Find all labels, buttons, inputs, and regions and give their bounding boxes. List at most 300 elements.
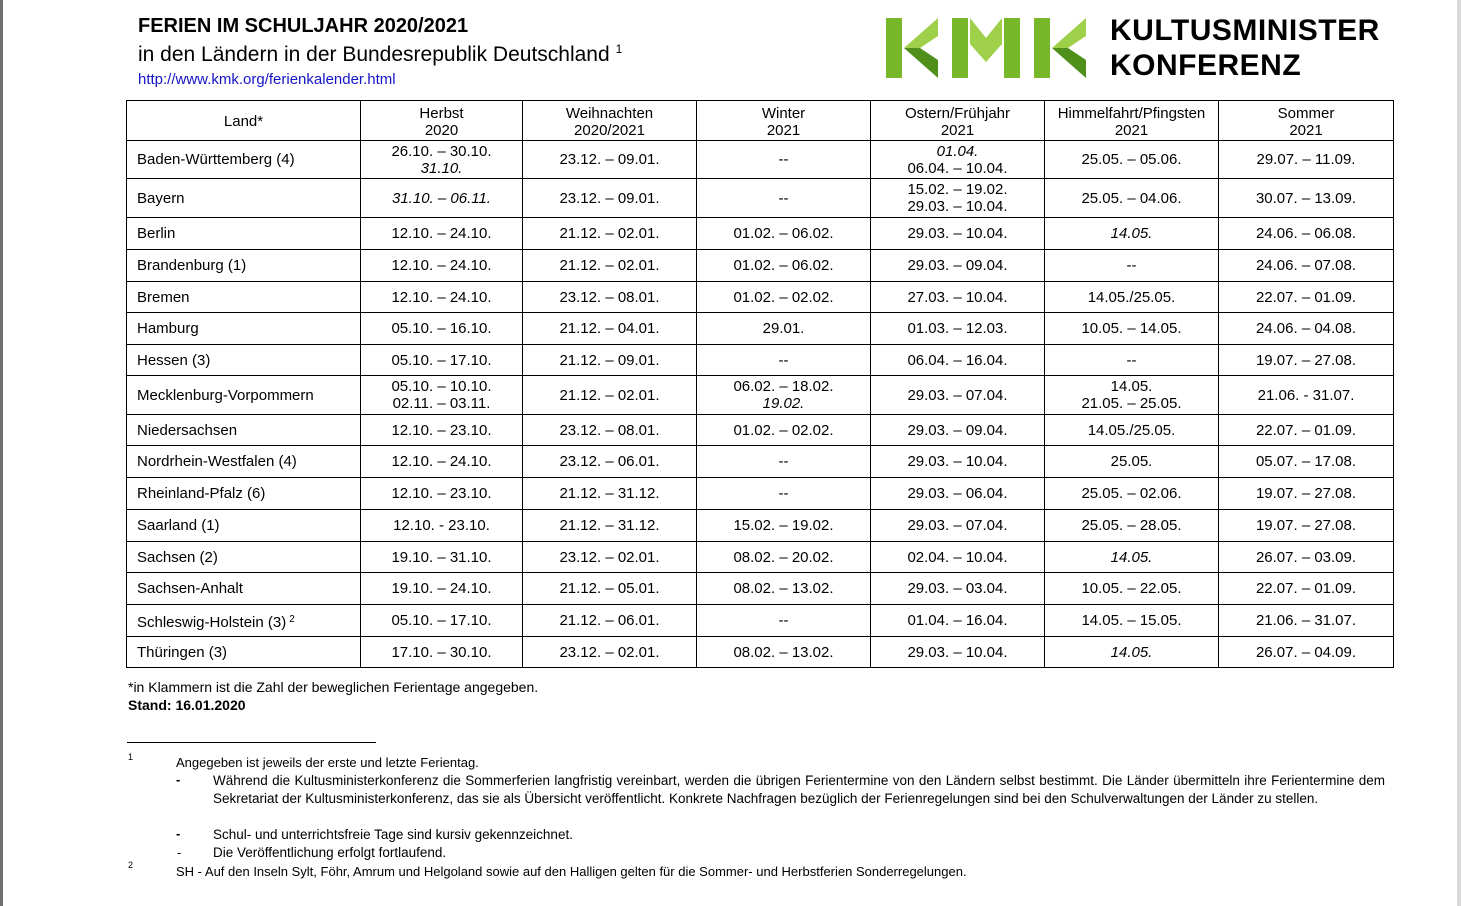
date-range: 01.02. – 02.02. [733, 421, 834, 439]
date-range: 29.01. [762, 320, 805, 337]
date-range: 26.10. – 30.10. [391, 142, 492, 160]
date-cell [1045, 376, 1219, 415]
window-edge-left [0, 0, 3, 906]
date-cell [523, 250, 697, 282]
table-row [127, 282, 1394, 313]
date-range: 15.02. – 19.02. [907, 181, 1008, 198]
date-cell [697, 345, 871, 376]
logo-k-lower [904, 48, 938, 78]
date-range: 23.12. – 08.01. [559, 421, 660, 439]
date-range: 01.02. – 02.02. [733, 288, 834, 306]
date-cell [871, 376, 1045, 415]
stand-date: Stand: 16.01.2020 [128, 697, 246, 713]
date-range: 14.05. – 15.05. [1081, 612, 1182, 629]
date-range-italic: 14.05. [1110, 643, 1153, 661]
column-header-line: 2021 [1289, 121, 1323, 139]
date-cell [871, 415, 1045, 446]
date-cell [523, 637, 697, 668]
date-range: 08.02. – 13.02. [733, 643, 834, 661]
land-name: Baden-Württemberg (4) [137, 151, 295, 168]
date-range: 21.12. – 31.12. [559, 485, 660, 502]
table-row [127, 478, 1394, 510]
page-subtitle [138, 42, 622, 67]
column-header [127, 101, 361, 141]
date-range: 21.12. – 02.01. [559, 257, 660, 274]
land-name: Schleswig-Holstein (3) [137, 613, 287, 631]
date-range: 29.03. – 03.04. [907, 580, 1008, 597]
table-row [127, 141, 1394, 179]
date-cell [1219, 218, 1394, 250]
date-cell [1045, 573, 1219, 605]
column-header-line: Winter [761, 104, 806, 122]
date-cell [523, 345, 697, 376]
date-cell [1045, 415, 1219, 446]
column-header-line: Weihnachten [565, 104, 654, 122]
date-cell [523, 446, 697, 478]
date-cell [1045, 510, 1219, 542]
date-range: 01.03. – 12.03. [907, 320, 1008, 337]
date-cell [871, 478, 1045, 510]
land-name: Bremen [137, 288, 190, 306]
subtitle-footnote-ref: 1 [615, 42, 623, 56]
date-range: -- [778, 453, 789, 470]
date-range: 21.06. – 31.07. [1255, 612, 1357, 629]
date-cell [1219, 141, 1394, 179]
date-range: -- [778, 151, 789, 168]
date-cell [871, 218, 1045, 250]
date-cell [1045, 179, 1219, 218]
date-cell [697, 605, 871, 637]
date-cell [523, 282, 697, 313]
date-range: 29.03. – 07.04. [907, 386, 1008, 404]
column-header-line: Herbst [419, 104, 464, 122]
date-cell [697, 573, 871, 605]
column-header [1045, 101, 1219, 141]
logo-k2-upper [1052, 18, 1086, 48]
table-row [127, 637, 1394, 668]
subtitle-text: in den Ländern in der Bundesrepublik Deutschland [138, 43, 610, 66]
date-cell [871, 179, 1045, 218]
land-cell [127, 573, 361, 605]
land-name: Sachsen (2) [137, 548, 218, 566]
column-header-line: 2020/2021 [574, 121, 645, 139]
date-range: 14.05./25.05. [1087, 288, 1176, 306]
date-cell [361, 313, 523, 345]
date-cell [871, 282, 1045, 313]
logo-k-upper [904, 18, 938, 48]
date-cell [1219, 605, 1394, 637]
date-range: 06.04. – 16.04. [907, 351, 1008, 369]
date-range: 21.12. – 04.01. [559, 320, 660, 337]
footnote-1-number: 1 [128, 752, 134, 762]
date-cell [523, 478, 697, 510]
date-cell [1219, 415, 1394, 446]
date-cell [1219, 573, 1394, 605]
date-cell [1045, 542, 1219, 573]
page-title: FERIEN IM SCHULJAHR 2020/2021 [138, 15, 469, 37]
date-cell [523, 218, 697, 250]
date-range: 19.07. – 27.08. [1255, 517, 1357, 534]
date-cell [361, 637, 523, 668]
date-cell [871, 250, 1045, 282]
column-header [697, 101, 871, 141]
date-range: 02.04. – 10.04. [907, 548, 1008, 566]
logo-k2-stem [1034, 18, 1050, 78]
land-cell [127, 542, 361, 573]
footnote-1-bullet-2: - [176, 826, 181, 841]
date-cell [361, 141, 523, 179]
date-range: 12.10. – 23.10. [391, 421, 492, 439]
land-cell [127, 141, 361, 179]
logo-text-line1: KULTUSMINISTER [1110, 14, 1380, 47]
date-range: 29.07. – 11.09. [1256, 151, 1356, 168]
date-cell [523, 313, 697, 345]
date-cell [697, 415, 871, 446]
date-range: 21.12. – 02.01. [559, 386, 660, 404]
date-cell [523, 605, 697, 637]
date-cell [361, 510, 523, 542]
date-range: 12.10. – 24.10. [391, 225, 492, 242]
date-range: 08.02. – 13.02. [733, 580, 834, 597]
date-cell [871, 446, 1045, 478]
date-range: 23.12. – 09.01. [559, 189, 660, 207]
date-range: 14.05./25.05. [1087, 421, 1176, 439]
date-range: 01.02. – 06.02. [733, 257, 834, 274]
date-cell [1219, 542, 1394, 573]
land-name: Hessen (3) [137, 351, 211, 369]
date-cell [871, 141, 1045, 179]
date-cell [361, 250, 523, 282]
land-cell [127, 446, 361, 478]
date-range: 22.07. – 01.09. [1255, 421, 1357, 439]
date-cell [697, 637, 871, 668]
date-range: 10.05. – 14.05. [1081, 320, 1182, 337]
date-cell [871, 637, 1045, 668]
ferienkalender-link[interactable]: http://www.kmk.org/ferienkalender.html [138, 71, 396, 88]
kmk-logo-icon [886, 18, 1086, 78]
date-range: 01.02. – 06.02. [733, 225, 834, 242]
date-range: 19.07. – 27.08. [1255, 485, 1357, 502]
date-range-italic: 31.10. [420, 159, 463, 177]
column-header-line: Himmelfahrt/Pfingsten [1057, 104, 1206, 122]
date-range: 02.11. – 03.11. [392, 395, 491, 412]
table-row [127, 605, 1394, 637]
date-range: 29.03. – 10.04. [907, 453, 1008, 470]
column-header-line: 2021 [940, 121, 975, 139]
date-range: 25.05. – 02.06. [1081, 485, 1182, 502]
column-header-line: Ostern/Frühjahr [904, 104, 1011, 122]
date-range: 21.05. – 25.05. [1081, 395, 1182, 412]
date-range: 12.10. – 23.10. [391, 485, 492, 502]
date-range: 29.03. – 10.04. [907, 643, 1008, 661]
date-range: 29.03. – 10.04. [907, 225, 1008, 242]
land-name: Sachsen-Anhalt [137, 580, 243, 597]
date-range-italic: 14.05. [1110, 225, 1153, 242]
date-cell [1045, 282, 1219, 313]
date-cell [523, 542, 697, 573]
date-range: 23.12. – 06.01. [559, 453, 660, 470]
date-range: 01.04. – 16.04. [907, 612, 1008, 629]
date-range: 06.04. – 10.04. [907, 159, 1008, 177]
date-range: -- [778, 189, 789, 207]
table-row [127, 313, 1394, 345]
footnote-1-item-2: Schul- und unterrichtsfreie Tage sind kursiv gekennzeichnet. [213, 827, 573, 842]
table-header-row [127, 101, 1394, 141]
land-cell [127, 179, 361, 218]
date-range: 06.02. – 18.02. [733, 378, 834, 395]
date-range: 29.03. – 10.04. [907, 198, 1008, 215]
date-range: 26.07. – 04.09. [1255, 643, 1357, 661]
date-cell [1045, 446, 1219, 478]
date-cell [697, 542, 871, 573]
table-row [127, 510, 1394, 542]
date-cell [523, 573, 697, 605]
date-range: 05.10. – 16.10. [391, 320, 492, 337]
date-cell [1219, 179, 1394, 218]
date-cell [697, 478, 871, 510]
date-range: 15.02. – 19.02. [733, 517, 834, 534]
date-cell [1045, 313, 1219, 345]
date-range: -- [778, 351, 789, 369]
date-range: 21.06. - 31.07. [1257, 386, 1355, 404]
date-cell [871, 605, 1045, 637]
date-cell [1045, 218, 1219, 250]
date-range: 21.12. – 31.12. [559, 517, 660, 534]
logo-m-right [1004, 18, 1020, 78]
date-range: 19.07. – 27.08. [1255, 351, 1357, 369]
scrollbar-track[interactable] [1457, 0, 1461, 906]
table-row [127, 542, 1394, 573]
date-range: 27.03. – 10.04. [907, 288, 1008, 306]
date-cell [523, 376, 697, 415]
logo-m-left [952, 18, 968, 78]
date-range: 21.12. – 05.01. [559, 580, 660, 597]
date-cell [697, 376, 871, 415]
date-range: 05.10. – 10.10. [391, 378, 492, 395]
column-header-line: Land* [223, 113, 264, 130]
date-range: 29.03. – 06.04. [907, 485, 1008, 502]
land-name: Rheinland-Pfalz (6) [137, 485, 266, 502]
date-cell [1219, 637, 1394, 668]
column-header-line: 2021 [766, 121, 801, 139]
logo-k-stem [886, 18, 902, 78]
date-range: 17.10. – 30.10. [391, 643, 492, 661]
logo-text-line2: KONFERENZ [1110, 49, 1302, 82]
date-cell [1045, 478, 1219, 510]
date-range: 05.10. – 17.10. [391, 612, 492, 629]
date-range: 24.06. – 07.08. [1255, 257, 1357, 274]
logo-m-middle [970, 18, 1002, 62]
date-range: 23.12. – 02.01. [559, 643, 660, 661]
column-header [1219, 101, 1394, 141]
footnote-1-item-3: Die Veröffentlichung erfolgt fortlaufend. [213, 845, 447, 860]
date-range: 23.12. – 09.01. [559, 151, 660, 168]
date-range: 05.10. – 17.10. [391, 351, 492, 369]
date-range: 12.10. – 24.10. [391, 288, 492, 306]
date-range: 05.07. – 17.08. [1255, 453, 1357, 470]
date-cell [871, 542, 1045, 573]
date-range: 12.10. – 24.10. [391, 453, 492, 470]
column-header-line: Sommer [1277, 104, 1335, 122]
table-row [127, 573, 1394, 605]
date-cell [361, 542, 523, 573]
date-cell [871, 573, 1045, 605]
date-cell [697, 510, 871, 542]
date-range: 25.05. – 28.05. [1081, 517, 1182, 534]
date-range: -- [1126, 257, 1137, 274]
date-range: 19.10. – 24.10. [391, 580, 492, 597]
date-cell [523, 141, 697, 179]
table-row [127, 179, 1394, 218]
date-range: 24.06. – 06.08. [1255, 225, 1357, 242]
land-cell [127, 313, 361, 345]
date-range: 29.03. – 07.04. [907, 517, 1008, 534]
date-range: 30.07. – 13.09. [1255, 189, 1357, 207]
land-cell [127, 605, 361, 637]
land-name: Niedersachsen [137, 421, 238, 439]
land-name: Brandenburg (1) [137, 257, 247, 274]
date-cell [361, 376, 523, 415]
date-cell [1219, 376, 1394, 415]
date-range: 25.05. [1110, 453, 1153, 470]
table-row [127, 376, 1394, 415]
footnote-1-bullet-1: - [176, 772, 181, 787]
date-range: 19.10. – 31.10. [391, 548, 492, 566]
date-cell [361, 218, 523, 250]
date-range: 21.12. – 02.01. [559, 225, 660, 242]
date-range: 24.06. – 04.08. [1255, 320, 1357, 337]
date-cell [1219, 345, 1394, 376]
table-row [127, 446, 1394, 478]
land-cell [127, 510, 361, 542]
date-cell [1219, 478, 1394, 510]
date-range: 08.02. – 20.02. [733, 548, 834, 566]
date-cell [871, 345, 1045, 376]
asterisk-note: *in Klammern ist die Zahl der beweglichen Ferientage angegeben. [128, 679, 539, 695]
date-cell [1045, 141, 1219, 179]
date-cell [1045, 345, 1219, 376]
column-header-line: 2021 [1114, 121, 1149, 139]
date-cell [697, 179, 871, 218]
footnote-2-text: SH - Auf den Inseln Sylt, Föhr, Amrum und Helgoland sowie auf den Halligen gelten für die Sommer- und Herbstferien Sonderregelungen. [176, 864, 967, 879]
date-cell [871, 313, 1045, 345]
date-cell [523, 510, 697, 542]
date-range: 14.05. [1110, 378, 1153, 395]
date-cell [697, 446, 871, 478]
footnote-2-number: 2 [128, 860, 134, 870]
date-cell [697, 218, 871, 250]
date-range-italic: 14.05. [1110, 548, 1153, 566]
date-cell [1219, 313, 1394, 345]
date-cell [1045, 605, 1219, 637]
land-name: Bayern [137, 189, 185, 207]
date-cell [361, 446, 523, 478]
date-cell [697, 141, 871, 179]
land-cell [127, 250, 361, 282]
date-range: 23.12. – 08.01. [559, 288, 660, 306]
date-range: 29.03. – 09.04. [907, 257, 1008, 274]
date-cell [1219, 282, 1394, 313]
land-name: Nordrhein-Westfalen (4) [137, 453, 297, 470]
land-cell [127, 376, 361, 415]
land-cell [127, 637, 361, 668]
date-cell [361, 605, 523, 637]
date-range: 12.10. – 24.10. [391, 257, 492, 274]
table-row [127, 218, 1394, 250]
date-cell [361, 478, 523, 510]
date-range: 26.07. – 03.09. [1255, 548, 1357, 566]
date-cell [1219, 510, 1394, 542]
table-row [127, 415, 1394, 446]
footnote-divider [127, 742, 376, 743]
date-cell [697, 282, 871, 313]
footnote-1-item-1: Während die Kultusministerkonferenz die Sommerferien langfristig vereinbart, werden die übrigen Ferientermine von den Ländern selbst bestimmt. Die Länder übermitteln ihre Ferientermine dem Sekretariat der Kultusministerkonferenz, das sie als Übersicht veröffentlicht. Konkrete Nachfragen bezüglich der Ferienregelungen sind bei den Schulverwaltungen der Länder zu stellen. [213, 773, 1385, 806]
land-cell [127, 282, 361, 313]
land-cell [127, 478, 361, 510]
date-cell [1045, 250, 1219, 282]
date-cell [361, 345, 523, 376]
date-range: 21.12. – 06.01. [559, 612, 660, 629]
date-range-italic: 01.04. [936, 142, 979, 160]
land-name: Berlin [137, 225, 176, 242]
column-header [523, 101, 697, 141]
land-cell [127, 345, 361, 376]
date-range: 22.07. – 01.09. [1255, 580, 1357, 597]
date-range: 25.05. – 05.06. [1081, 151, 1182, 168]
footnote-1-text: Angegeben ist jeweils der erste und letzte Ferientag. [176, 755, 479, 770]
date-cell [361, 179, 523, 218]
land-cell [127, 415, 361, 446]
land-name: Hamburg [137, 320, 199, 337]
land-name: Mecklenburg-Vorpommern [137, 386, 314, 404]
holiday-table [126, 100, 1394, 668]
table-row [127, 250, 1394, 282]
land-name: Thüringen (3) [137, 643, 228, 661]
date-range: 25.05. – 04.06. [1081, 189, 1182, 207]
date-range: -- [778, 612, 789, 629]
date-cell [361, 282, 523, 313]
column-header [871, 101, 1045, 141]
date-range-italic: 19.02. [762, 395, 805, 412]
date-cell [871, 510, 1045, 542]
date-cell [361, 573, 523, 605]
date-range-italic: 31.10. – 06.11. [392, 189, 491, 207]
date-cell [523, 179, 697, 218]
date-cell [523, 415, 697, 446]
column-header-line: 2020 [424, 121, 459, 139]
column-header [361, 101, 523, 141]
date-range: -- [778, 485, 789, 502]
date-range: 12.10. - 23.10. [393, 517, 490, 534]
date-cell [1219, 446, 1394, 478]
date-range: 23.12. – 02.01. [559, 548, 660, 566]
date-cell [1045, 637, 1219, 668]
land-name: Saarland (1) [137, 517, 220, 534]
date-range: -- [1126, 351, 1137, 369]
land-footnote-ref: 2 [289, 613, 295, 625]
date-cell [697, 250, 871, 282]
date-cell [1219, 250, 1394, 282]
date-range: 21.12. – 09.01. [559, 351, 660, 369]
footnote-1-bullet-3: - [177, 845, 182, 860]
logo-k2-lower [1052, 48, 1086, 78]
date-range: 10.05. – 22.05. [1081, 580, 1182, 597]
land-cell [127, 218, 361, 250]
table-row [127, 345, 1394, 376]
date-cell [361, 415, 523, 446]
date-range: 22.07. – 01.09. [1255, 288, 1357, 306]
date-cell [697, 313, 871, 345]
